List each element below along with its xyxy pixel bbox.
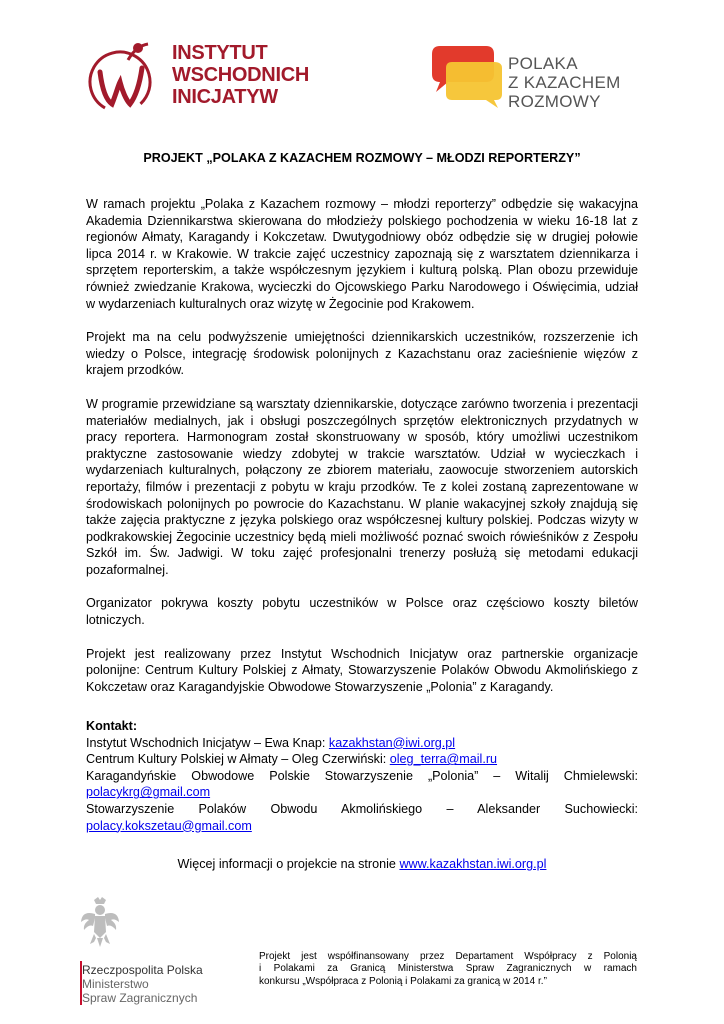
cofinancing-note (259, 951, 637, 988)
project-website-link[interactable]: www.kazakhstan.iwi.org.pl (399, 857, 547, 871)
cofinancing-note-line-1: Projekt jest współfinansowany przez Departament Współpracy z Polonią (259, 951, 637, 962)
contact-iwi-label: Instytut Wschodnich Inicjatyw – Ewa Knap: (86, 735, 329, 750)
pzk-logo (428, 40, 628, 120)
iwi-emblem-icon (84, 38, 164, 122)
iwi-logo-line-3: INICJATYW (172, 86, 278, 108)
contact-heading: Kontakt: (86, 719, 138, 733)
paragraph-goals: Projekt ma na celu podwyższenie umiejętności dziennikarskich uczestników, rozszerzenie ich wiedzy o Polsce, integrację środowisk polonijnych z Kazachstanu oraz zacieśnienie więzów z krajem przodków. (86, 330, 638, 378)
contact-kokczetaw-label: Stowarzyszenie Polaków Obwodu Akmolińskiego – Aleksander Suchowiecki: (86, 801, 638, 816)
contact-iwi (86, 735, 638, 752)
msz-logo-line-3: Spraw Zagranicznych (82, 991, 198, 1005)
msz-logo (58, 884, 250, 1024)
document-title: PROJEKT „POLAKA Z KAZACHEM ROZMOWY – MŁODZI REPORTERZY” (143, 151, 581, 165)
iwi-logo (84, 38, 309, 122)
pzk-logo-line-3: ROZMOWY (508, 92, 601, 111)
document-body (86, 196, 638, 695)
contact-almaty-label: Centrum Kultury Polskiej w Ałmaty – Oleg Czerwiński: (86, 752, 390, 767)
cofinancing-note-line-3: konkursu „Współpraca z Polonią i Polakami za granicą w 2014 r.” (259, 975, 547, 987)
paragraph-intro: W ramach projektu „Polaka z Kazachem rozmowy – młodzi reporterzy” odbędzie się wakacyjna Akademia Dziennikarstwa skierowana do młodzieży polskiego pochodzenia w wieku 16-18 lat z regionów Ałmaty, Karagandy i Kokczetaw. Dwutygodniowy obóz odbędzie się w drugiej połowie lipca 2014 r. w Krakowie. W trakcie zajęć uczestnicy zapoznają się z warsztatem dziennikarza i sprzętem reporterskim, a także współczesnym językiem i kulturą polską. Plan obozu przewiduje również zwiedzanie Krakowa, wycieczki do Ojcowskiego Parku Narodowego i Oświęcimia, udział w wydarzeniach kulturalnych oraz wizytę w Żegocinie pod Krakowem. (86, 197, 638, 311)
speech-bubbles-icon (428, 40, 508, 110)
iwi-logo-line-2: WSCHODNICH (172, 64, 309, 86)
contact-karaganda-label: Karagandyńskie Obwodowe Polskie Stowarzyszenie „Polonia” – Witalij Chmielewski: (86, 768, 638, 783)
contact-iwi-email-link[interactable]: kazakhstan@iwi.org.pl (328, 735, 456, 750)
iwi-logo-line-1: INSTYTUT (172, 42, 268, 64)
contact-almaty (86, 751, 638, 768)
paragraph-program: W programie przewidziane są warsztaty dziennikarskie, dotyczące zarówno tworzenia i prezentacji materiałów medialnych, jak i obsługi poszczególnych sprzętów elektronicznych przydatnych w pracy reportera. Harmonogram został skonstruowany w sposób, który umożliwi uczestnikom praktyczne zastosowanie wiedzy zdobytej w trakcie warsztatów. Udział w wycieczkach i wydarzeniach kulturalnych, połączony ze zbiorem materiału, zaowocuje stworzeniem autorskich reportaży, filmów i prezentacji z pobytu w kraju przodków. Te z kolei zostaną zaprezentowane w środowiskach polonijnych po powrocie do Kazachstanu. W planie wakacyjnej szkoły znajdują się także zajęcia praktyczne z języka polskiego oraz współczesnej kultury polskiej. Podczas wizyty w podkrakowskiej Żegocinie uczestnicy będą mieli możliwość poznać swoich rówieśników z Zespołu Szkół im. Św. Jadwigi. W toku zajęć profesjonalni trenerzy posłużą się metodami edukacji pozaformalnej. (86, 396, 638, 577)
pzk-logo-line-1: POLAKA (508, 54, 578, 73)
pzk-logo-line-2: Z KAZACHEM (508, 73, 621, 92)
paragraph-partners: Projekt jest realizowany przez Instytut Wschodnich Inicjatyw oraz partnerskie organizacje polonijne: Centrum Kultury Polskiej z Ałmaty, Stowarzyszenie Polaków Obwodu Akmolińskiego z Kokczetaw oraz Karagandyjskie Obwodowe Stowarzyszenie „Polonia” z Karagandy. (86, 646, 638, 694)
more-info (0, 857, 724, 871)
cofinancing-note-line-2: i Polakami za Granicą Ministerstwa Spraw Zagranicznych w ramach (259, 963, 637, 975)
more-info-text: Więcej informacji o projekcie na stronie (177, 857, 400, 871)
contact-almaty-email-link[interactable]: oleg_terra@mail.ru (389, 752, 498, 767)
contact-section (86, 718, 638, 834)
paragraph-costs: Organizator pokrywa koszty pobytu uczestników w Polsce oraz częściowo koszty biletów lotniczych. (86, 596, 638, 628)
msz-logo-line-1: Rzeczpospolita Polska (82, 963, 203, 977)
contact-kokczetaw-email-link[interactable]: polacy.kokszetau@gmail.com (86, 818, 252, 833)
polish-eagle-icon (80, 896, 120, 948)
contact-karaganda-email-link[interactable]: polacykrg@gmail.com (86, 785, 211, 800)
msz-logo-line-2: Ministerstwo (82, 977, 149, 991)
